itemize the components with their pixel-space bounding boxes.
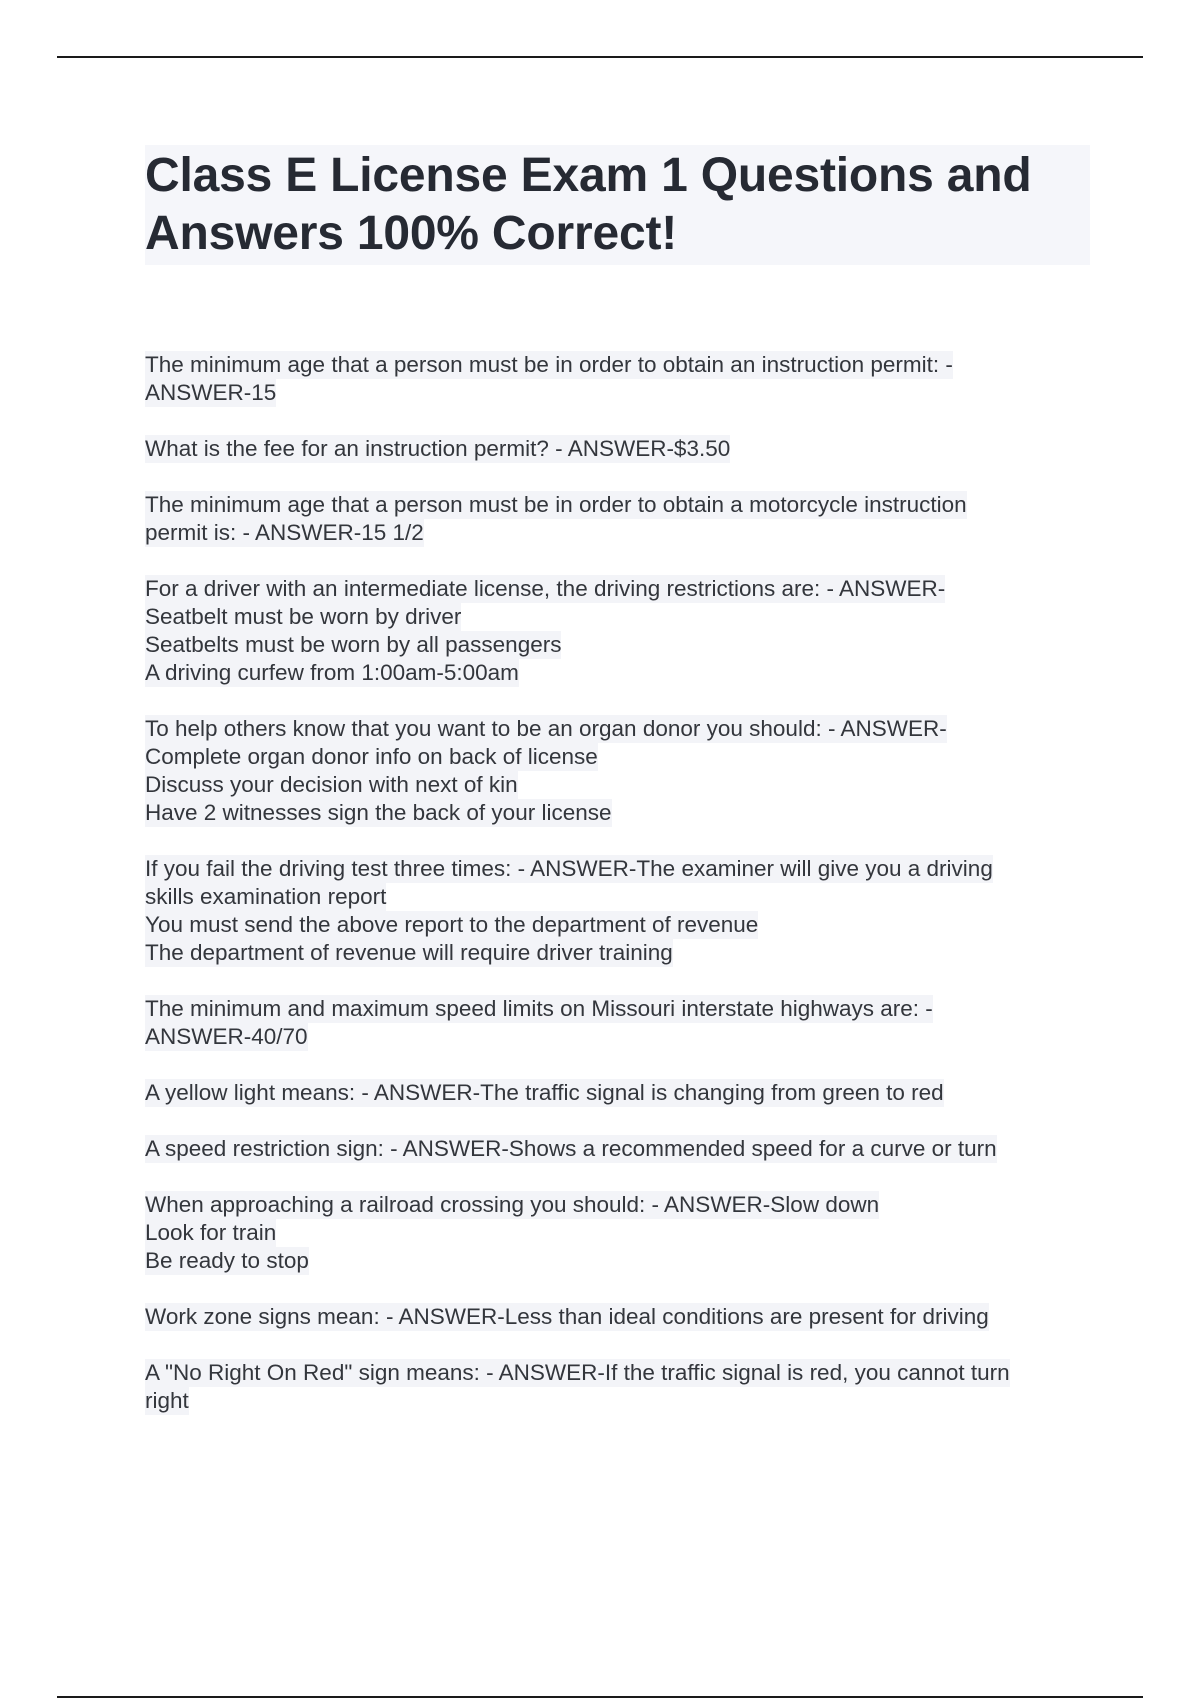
qa-list	[145, 351, 1090, 1415]
qa-question-line: Work zone signs mean: - ANSWER-Less than ideal conditions are present for driving	[145, 1304, 989, 1329]
title-line-1: Class E License Exam 1 Questions and	[145, 149, 1032, 202]
qa-item	[145, 491, 1090, 547]
document-title	[145, 145, 1090, 265]
qa-question-line: A yellow light means: - ANSWER-The traffic signal is changing from green to red	[145, 1080, 944, 1105]
qa-item	[145, 1135, 1090, 1163]
qa-answer-line: Seatbelt must be worn by driver	[145, 604, 462, 629]
qa-question-line: The minimum age that a person must be in order to obtain a motorcycle instruction	[145, 492, 967, 517]
qa-question-line: The minimum and maximum speed limits on Missouri interstate highways are: -	[145, 996, 933, 1021]
qa-item	[145, 575, 1090, 687]
qa-item	[145, 1079, 1090, 1107]
qa-answer-line: A driving curfew from 1:00am-5:00am	[145, 660, 519, 685]
qa-question-line: When approaching a railroad crossing you should: - ANSWER-Slow down	[145, 1192, 880, 1217]
qa-item	[145, 1359, 1090, 1415]
qa-answer-line: ANSWER-15	[145, 380, 277, 405]
qa-question-line: A speed restriction sign: - ANSWER-Shows a recommended speed for a curve or turn	[145, 1136, 997, 1161]
qa-item	[145, 995, 1090, 1051]
qa-answer-line: Look for train	[145, 1220, 277, 1245]
qa-question-line: For a driver with an intermediate license, the driving restrictions are: - ANSWER-	[145, 576, 946, 601]
qa-answer-line: skills examination report	[145, 884, 387, 909]
document-body	[145, 145, 1090, 1443]
qa-answer-line: right	[145, 1388, 189, 1413]
title-line-2: Answers 100% Correct!	[145, 207, 678, 260]
qa-answer-line: permit is: - ANSWER-15 1/2	[145, 520, 424, 545]
top-rule	[57, 56, 1143, 58]
qa-item	[145, 435, 1090, 463]
qa-answer-line: Have 2 witnesses sign the back of your license	[145, 800, 612, 825]
qa-question-line: A "No Right On Red" sign means: - ANSWER-If the traffic signal is red, you cannot turn	[145, 1360, 1010, 1385]
qa-question-line: The minimum age that a person must be in order to obtain an instruction permit: -	[145, 352, 953, 377]
qa-question-line: To help others know that you want to be an organ donor you should: - ANSWER-	[145, 716, 947, 741]
qa-item	[145, 855, 1090, 967]
qa-answer-line: The department of revenue will require driver training	[145, 940, 673, 965]
qa-answer-line: ANSWER-40/70	[145, 1024, 308, 1049]
qa-answer-line: Complete organ donor info on back of license	[145, 744, 598, 769]
qa-item	[145, 1303, 1090, 1331]
qa-question-line: What is the fee for an instruction permit? - ANSWER-$3.50	[145, 436, 731, 461]
qa-answer-line: Discuss your decision with next of kin	[145, 772, 518, 797]
qa-item	[145, 351, 1090, 407]
qa-answer-line: Seatbelts must be worn by all passengers	[145, 632, 562, 657]
qa-answer-line: Be ready to stop	[145, 1248, 309, 1273]
qa-item	[145, 1191, 1090, 1275]
qa-answer-line: You must send the above report to the department of revenue	[145, 912, 759, 937]
qa-question-line: If you fail the driving test three times: - ANSWER-The examiner will give you a driving	[145, 856, 993, 881]
bottom-rule	[57, 1696, 1143, 1698]
qa-item	[145, 715, 1090, 827]
